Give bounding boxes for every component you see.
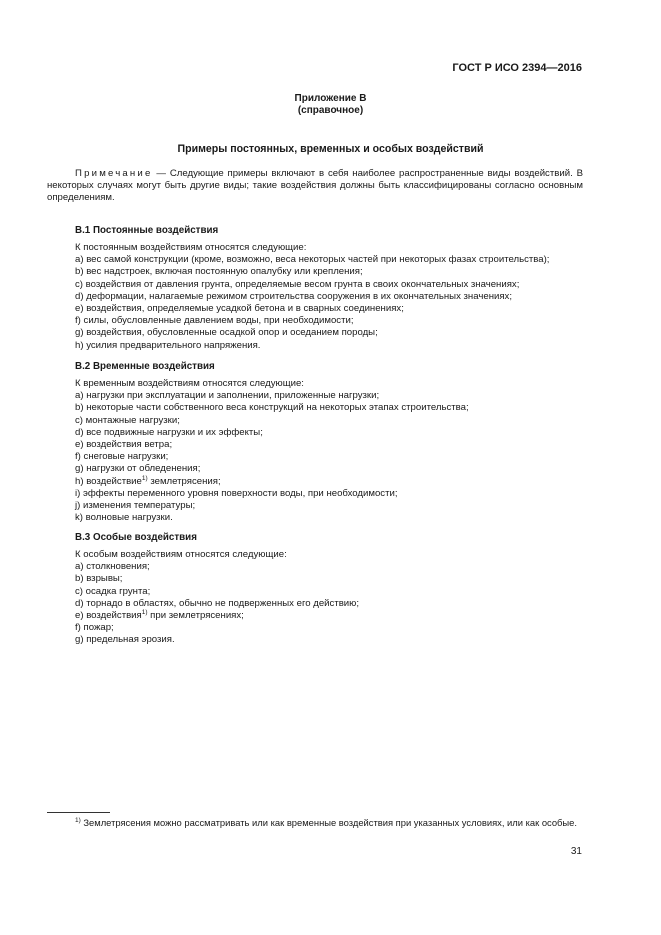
note-text: — Следующие примеры включают в себя наиболее распространенные виды воздействий. В некоторых случаях могут быть другие виды; такие воздействия должны быть классифицированы согласно основным определениям. bbox=[47, 168, 583, 204]
footnote-text: Землетрясения можно рассматривать или как временные воздействия при указанных условиях, или как особые. bbox=[80, 817, 577, 828]
list-item: f) пожар; bbox=[75, 622, 114, 634]
footnote-divider bbox=[47, 812, 110, 813]
footnote-mark: 1) bbox=[75, 817, 81, 824]
footnote bbox=[47, 817, 583, 829]
list-item: d) торнадо в областях, обычно не подверженных его действию; bbox=[75, 597, 360, 609]
list-item: k) волновые нагрузки. bbox=[75, 512, 173, 524]
b2-heading: В.2 Временные воздействия bbox=[75, 361, 215, 372]
b2-intro: К временным воздействиям относятся следующие: bbox=[75, 378, 304, 389]
list-item: e) воздействия ветра; bbox=[75, 438, 173, 450]
list-item: h) усилия предварительного напряжения. bbox=[75, 339, 261, 351]
list-item: f) снеговые нагрузки; bbox=[75, 451, 169, 463]
list-item: d) все подвижные нагрузки и их эффекты; bbox=[75, 426, 263, 438]
section-title: Примеры постоянных, временных и особых воздействий bbox=[177, 143, 484, 155]
list-item-text-after: землетрясения; bbox=[147, 475, 221, 487]
list-item: a) столкновения; bbox=[75, 561, 150, 573]
appendix-subtitle: (справочное) bbox=[297, 105, 364, 116]
list-item: d) деформации, налагаемые режимом строительства сооружения в их окончательных значениях; bbox=[75, 290, 513, 302]
list-item: a) вес самой конструкции (кроме, возможно, веса некоторых частей при некоторых фазах строительства); bbox=[75, 254, 550, 266]
list-item bbox=[75, 476, 585, 488]
b3-list bbox=[75, 549, 585, 647]
footnote-ref: 1) bbox=[141, 608, 148, 616]
list-item: b) взрывы; bbox=[75, 573, 123, 585]
list-item-text-after: при землетрясениях; bbox=[147, 609, 244, 621]
list-item bbox=[75, 610, 585, 622]
b2-list bbox=[75, 378, 585, 524]
b1-heading: В.1 Постоянные воздействия bbox=[75, 225, 219, 236]
note-paragraph bbox=[47, 168, 583, 205]
note-label: Примечание bbox=[75, 168, 153, 179]
list-item: g) нагрузки от обледенения; bbox=[75, 463, 201, 475]
list-item: b) вес надстроек, включая постоянную опалубку или крепления; bbox=[75, 266, 363, 278]
appendix-title: Приложение В bbox=[294, 93, 367, 104]
list-item: c) монтажные нагрузки; bbox=[75, 414, 180, 426]
b1-intro: К постоянным воздействиям относятся следующие: bbox=[75, 242, 307, 253]
list-item: c) осадка грунта; bbox=[75, 585, 151, 597]
list-item-text: e) воздействия bbox=[75, 609, 142, 621]
list-item: e) воздействия, определяемые усадкой бетона и в сварных соединениях; bbox=[75, 302, 404, 314]
list-item: b) некоторые части собственного веса конструкций на некоторых этапах строительства; bbox=[75, 402, 469, 414]
b1-list bbox=[75, 242, 585, 352]
b3-intro: К особым воздействиям относятся следующие: bbox=[75, 549, 287, 560]
list-item: a) нагрузки при эксплуатации и заполнении, приложенные нагрузки; bbox=[75, 390, 380, 402]
standard-code: ГОСТ Р ИСО 2394—2016 bbox=[452, 62, 582, 74]
list-item: c) воздействия от давления грунта, определяемые весом грунта в своих окончательных значениях; bbox=[75, 278, 520, 290]
list-item-text: h) воздействие bbox=[75, 475, 142, 487]
list-item: g) воздействия, обусловленные осадкой опор и оседанием породы; bbox=[75, 327, 378, 339]
page-number: 31 bbox=[570, 846, 582, 857]
list-item: j) изменения температуры; bbox=[75, 499, 196, 511]
list-item: f) силы, обусловленные давлением воды, при необходимости; bbox=[75, 315, 354, 327]
footnote-ref: 1) bbox=[141, 474, 148, 482]
b3-heading: В.3 Особые воздействия bbox=[75, 532, 197, 543]
list-item: g) предельная эрозия. bbox=[75, 634, 175, 646]
list-item: i) эффекты переменного уровня поверхности воды, при необходимости; bbox=[75, 487, 398, 499]
